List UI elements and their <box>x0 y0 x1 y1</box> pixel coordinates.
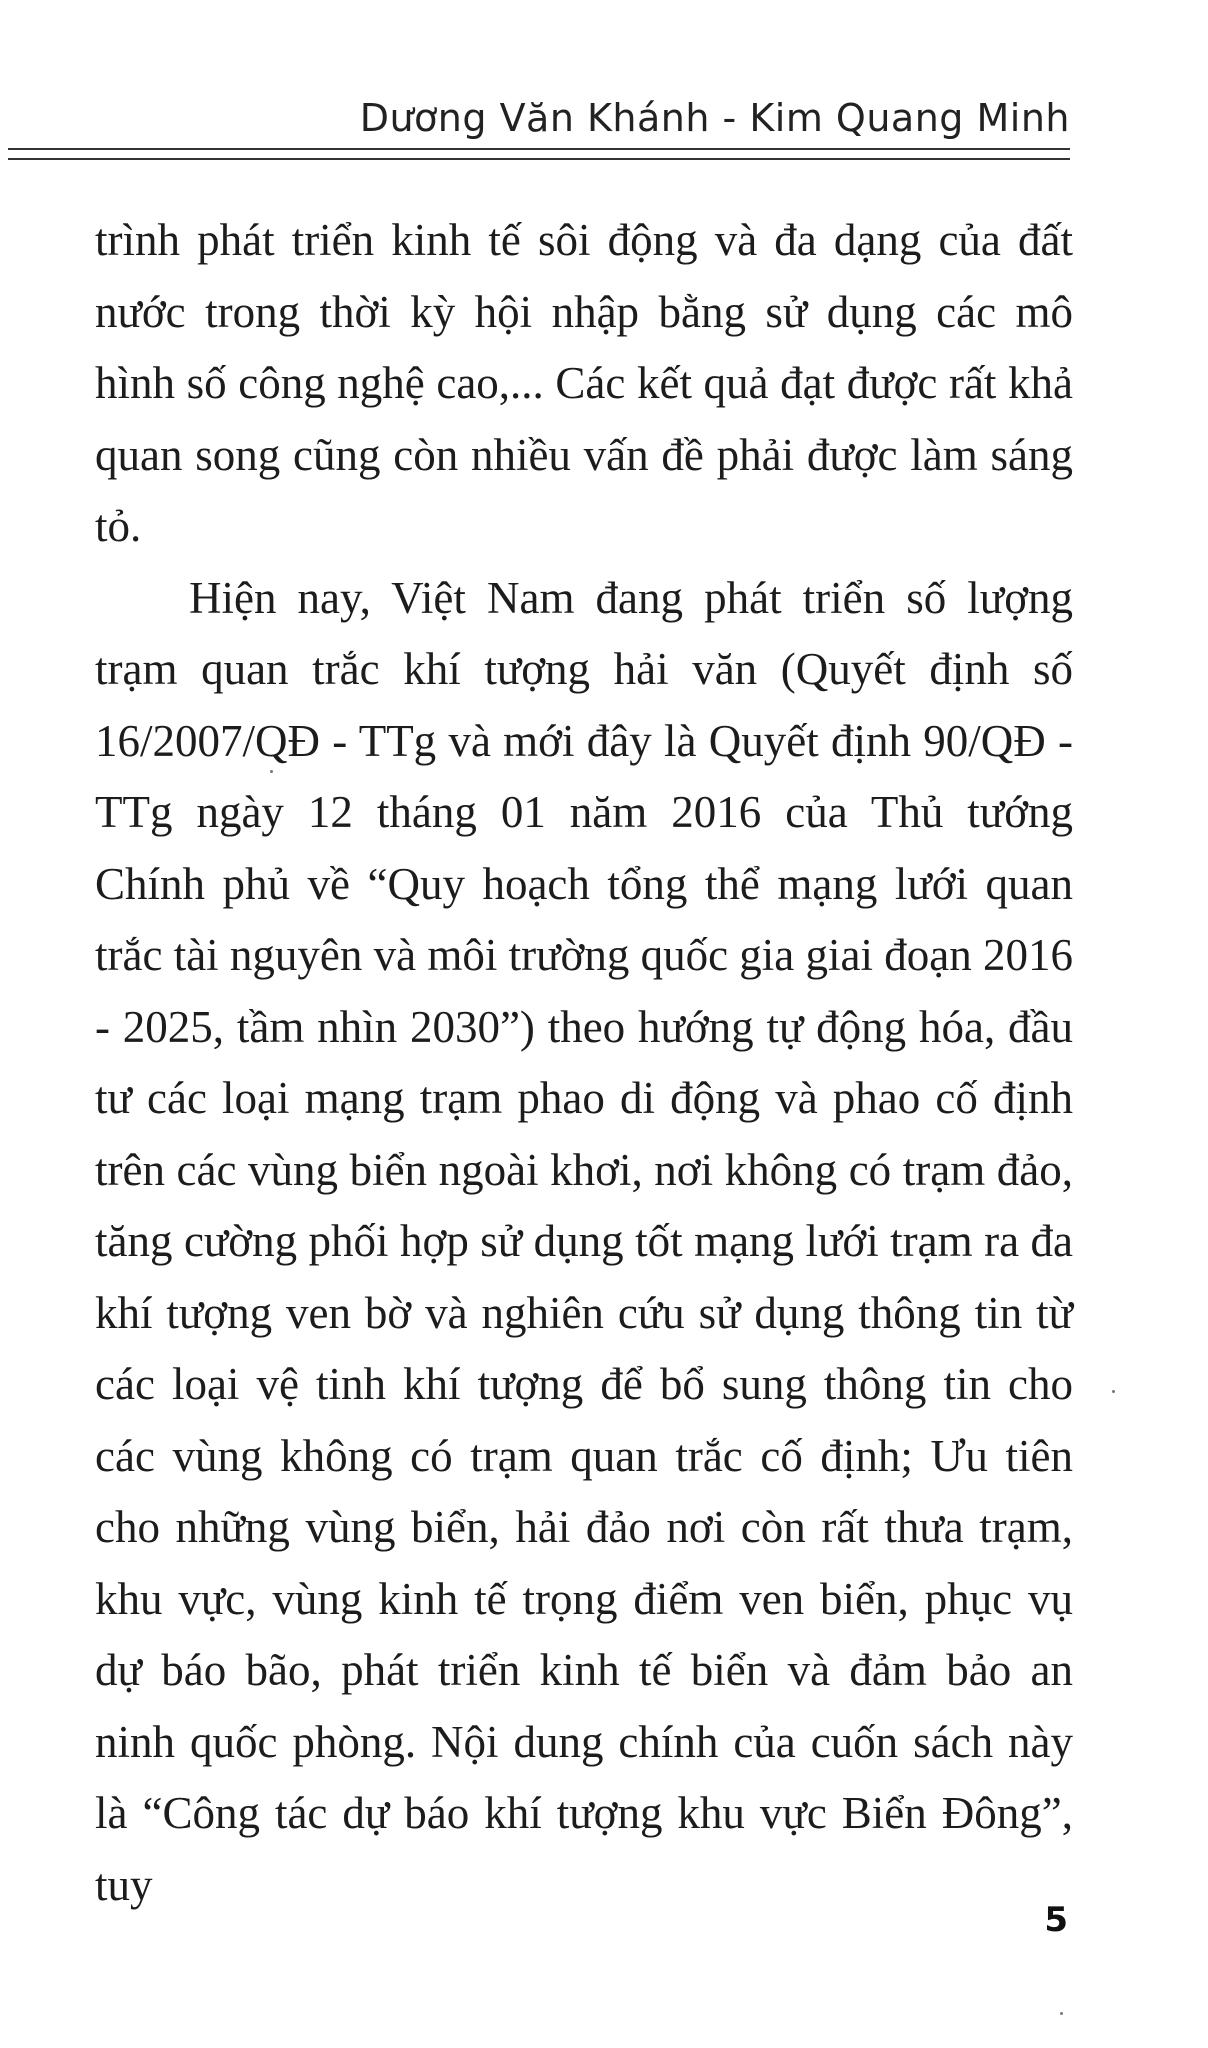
paragraph-main: Hiện nay, Việt Nam đang phát triển số lượng trạm quan trắc khí tượng hải văn (Quyết định số 16/2007/QĐ - TTg và mới đây là Quyết định 90/QĐ - TTg ngày 12 tháng 01 năm 2016 của Thủ tướng Chính phủ về “Quy hoạch tổng thể mạng lưới quan trắc tài nguyên và môi trường quốc gia giai đoạn 2016 - 2025, tầm nhìn 2030”) theo hướng tự động hóa, đầu tư các loại mạng trạm phao di động và phao cố định trên các vùng biển ngoài khơi, nơi không có trạm đảo, tăng cường phối hợp sử dụng tốt mạng lưới trạm ra đa khí tượng ven bờ và nghiên cứu sử dụng thông tin từ các loại vệ tinh khí tượng để bổ sung thông tin cho các vùng không có trạm quan trắc cố định; Ưu tiên cho những vùng biển, hải đảo nơi còn rất thưa trạm, khu vực, vùng kinh tế trọng điểm ven biển, phục vụ dự báo bão, phát triển kinh tế biển và đảm bảo an ninh quốc phòng. Nội dung chính của cuốn sách này là “Công tác dự báo khí tượng khu vực Biển Đông”, tuy <box>95 572 1073 1910</box>
paper-speck <box>1060 2012 1063 2015</box>
body-text <box>95 205 1073 1921</box>
paragraph-continuation: trình phát triển kinh tế sôi động và đa dạng của đất nước trong thời kỳ hội nhập bằng sử dụng các mô hình số công nghệ cao,... Các kết quả đạt được rất khả quan song cũng còn nhiều vấn đề phải được làm sáng tỏ. <box>95 215 1073 551</box>
paper-speck <box>270 770 273 773</box>
page-number: 5 <box>1044 1900 1068 1940</box>
running-header-authors: Dương Văn Khánh - Kim Quang Minh <box>359 96 1070 140</box>
paper-speck <box>1112 1390 1115 1393</box>
header-double-rule <box>8 148 1070 160</box>
